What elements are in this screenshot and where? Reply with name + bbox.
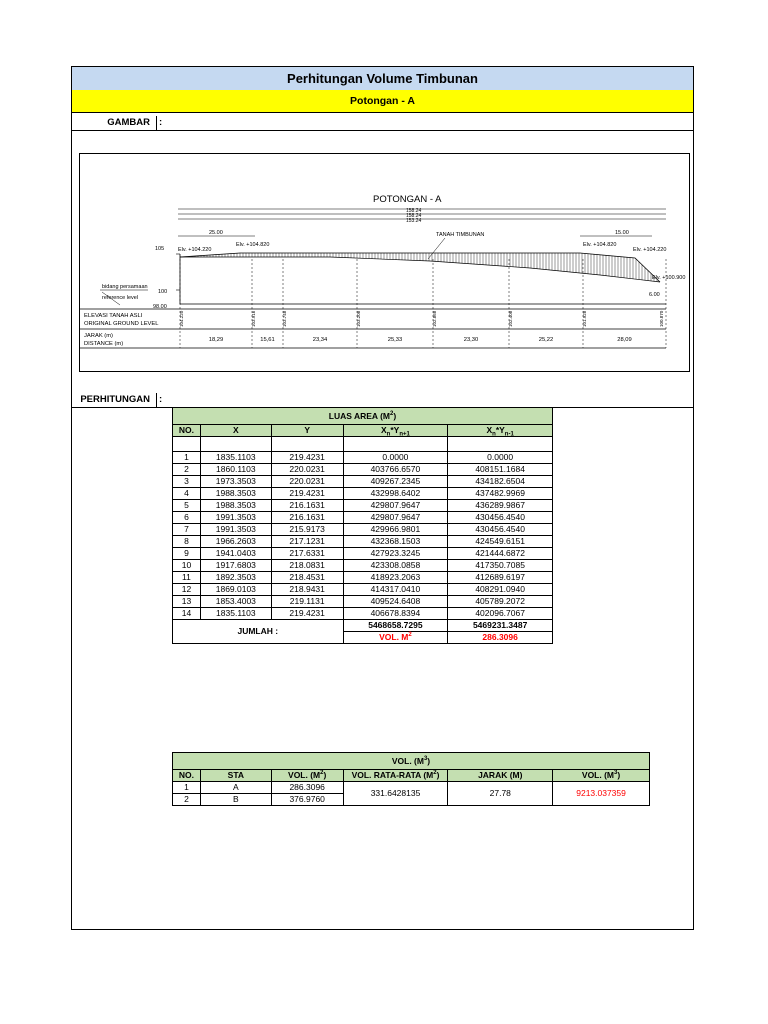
tanah-timbunan-label: TANAH TIMBUNAN xyxy=(436,232,485,238)
avg-value: 331.6428135 xyxy=(343,782,448,806)
axis-98: 98.00 xyxy=(153,304,167,310)
perhitungan-label: PERHITUNGAN xyxy=(72,393,157,407)
elevation-label: 103.208 xyxy=(356,310,361,327)
jarak-value: 27.78 xyxy=(448,782,553,806)
distance-label: 18,29 xyxy=(208,337,224,343)
blank-row xyxy=(173,437,553,452)
elevation-label: 101.928 xyxy=(582,310,587,327)
table-row: 1 1835.1103 219.4231 0.0000 0.0000 xyxy=(173,452,553,464)
distance-label: 25,22 xyxy=(538,337,554,343)
vcol-vol-m2: VOL. $(M^2)$ xyxy=(271,770,343,782)
vcol-avg: VOL. RATA-RATA $(M^2)$ xyxy=(343,770,448,782)
elevation-label: 103.748 xyxy=(282,310,287,327)
col-x: X xyxy=(200,425,271,437)
sum-b: 5469231.3487 xyxy=(448,620,553,632)
elevation-label: 102.408 xyxy=(508,310,513,327)
distance-label: 23,34 xyxy=(312,337,328,343)
drawing-title: POTONGAN - A xyxy=(373,194,442,205)
vcol-jarak: JARAK (M) xyxy=(448,770,553,782)
table-row: 1 A 286.3096 331.6428135 27.78 9213.037359 xyxy=(173,782,650,794)
distance-label: 23,30 xyxy=(463,337,479,343)
gambar-label: GAMBAR xyxy=(72,116,157,130)
col-xn-ynm1: $X_n*Y_{n-1}$ xyxy=(448,425,553,437)
vol-label: VOL. $M^2$ xyxy=(343,632,448,644)
table-row: 8 1966.2603 217.1231 432368.1503 424549.6151 xyxy=(173,536,553,548)
distance-label: 15,61 xyxy=(260,337,275,343)
vcol-vol-m3: VOL. $(M^3)$ xyxy=(553,770,650,782)
row2-label-a: JARAK (m) xyxy=(84,333,113,339)
vcol-sta: STA xyxy=(200,770,271,782)
elv-right-1: Elv. +104.820 xyxy=(583,242,617,248)
bidang-label: bidang persamaan xyxy=(102,284,148,290)
table-row: 3 1973.3503 220.0231 409267.2345 434182.6504 xyxy=(173,476,553,488)
volume-table-header: VOL. $(M^3)$ xyxy=(173,753,650,770)
perhitungan-colon: : xyxy=(159,394,163,405)
elv-right-3: Elv. +100.900 xyxy=(652,275,686,281)
station-lines xyxy=(180,259,666,348)
reference-label: reference level xyxy=(102,295,139,301)
elevation-label: 102.868 xyxy=(432,310,437,327)
gambar-colon: : xyxy=(159,117,163,128)
table-row: 5 1988.3503 216.1631 429807.9647 436289.9867 xyxy=(173,500,553,512)
table-row: 2 B 376.9760 xyxy=(173,794,650,806)
table-row: 9 1941.0403 217.6331 427923.3245 421444.6872 xyxy=(173,548,553,560)
row2-label-b: DISTANCE (m) xyxy=(84,341,124,347)
dim-top-1: 158.24 xyxy=(406,208,422,214)
perhitungan-row xyxy=(72,393,693,408)
axis-100: 100 xyxy=(158,289,168,295)
area-table xyxy=(172,407,553,644)
elevation-label: 104.220 xyxy=(179,310,184,327)
table-row: 2 1860.1103 220.0231 403766.6570 408151.1684 xyxy=(173,464,553,476)
dim-left: 25.00 xyxy=(209,230,223,236)
gambar-row xyxy=(72,116,693,131)
elevation-label: 103.916 xyxy=(251,310,256,327)
elv-left-2: Elv. +104.820 xyxy=(236,242,270,248)
col-xn-yn1: $X_n*Y_{n+1}$ xyxy=(343,425,448,437)
col-y: Y xyxy=(271,425,343,437)
distance-label: 25,33 xyxy=(387,337,403,343)
table-row: 14 1835.1103 219.4231 406678.8394 402096.7067 xyxy=(173,608,553,620)
row1-label-b: ORIGINAL GROUND LEVEL xyxy=(84,321,159,327)
worksheet xyxy=(71,66,694,930)
page-title: Perhitungan Volume Timbunan xyxy=(72,67,693,91)
col-no: NO. xyxy=(173,425,201,437)
table-row: 11 1892.3503 218.4531 418923.2063 412689.6197 xyxy=(173,572,553,584)
area-table-header: LUAS AREA $(M^2)$ xyxy=(173,408,553,425)
table-row: 13 1853.4003 219.1131 409524.6408 405789.2072 xyxy=(173,596,553,608)
vcol-no: NO. xyxy=(173,770,201,782)
table-row: 4 1988.3503 219.4231 432998.6402 437482.9969 xyxy=(173,488,553,500)
elv-right-2: Elv. +104.220 xyxy=(633,247,667,253)
table-row: 10 1917.6803 218.0831 423308.0858 417350.7085 xyxy=(173,560,553,572)
elevation-label: 100.870 xyxy=(659,310,664,327)
vol-value: 286.3096 xyxy=(448,632,553,644)
table-row: 12 1869.0103 218.9431 414317.0410 408291.0940 xyxy=(173,584,553,596)
jumlah-label: JUMLAH : xyxy=(173,620,344,644)
axis-105: 105 xyxy=(155,246,165,252)
section-subtitle: Potongan - A xyxy=(72,90,693,113)
vol-m3-value: 9213.037359 xyxy=(553,782,650,806)
distance-label: 28,09 xyxy=(617,337,632,343)
elv-left-1: Elv. +104.220 xyxy=(178,247,212,253)
dim-right: 15.00 xyxy=(615,230,629,236)
dim-top-3: 153.24 xyxy=(406,218,422,224)
right-offset: 6.00 xyxy=(649,292,660,298)
cross-section-drawing xyxy=(79,153,690,372)
table-row: 6 1991.3503 216.1631 429807.9647 430456.4540 xyxy=(173,512,553,524)
sum-a: 5468658.7295 xyxy=(343,620,448,632)
dim-top-2: 158.24 xyxy=(406,213,422,219)
volume-table xyxy=(172,752,650,806)
row1-label-a: ELEVASI TANAH ASLI xyxy=(84,313,143,319)
table-row: 7 1991.3503 215.9173 429966.9801 430456.4540 xyxy=(173,524,553,536)
cross-section-svg xyxy=(80,154,689,371)
